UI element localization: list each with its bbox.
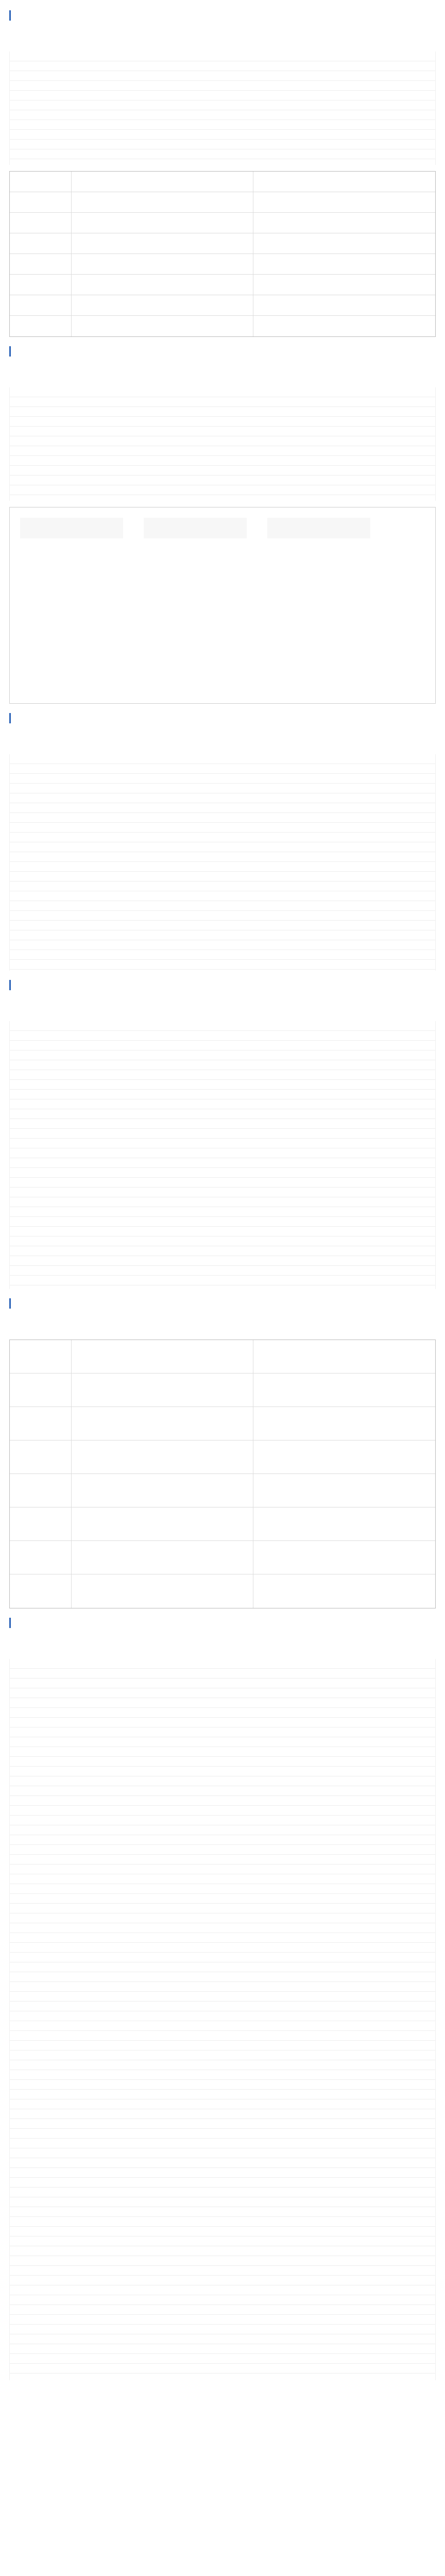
diagram [9, 507, 436, 704]
table-cell [253, 192, 435, 213]
section-title [9, 10, 436, 21]
table-cell [10, 1541, 72, 1574]
table-cell [10, 1507, 72, 1541]
table-cell [10, 1574, 72, 1608]
table-cell [10, 213, 72, 233]
table-cell [253, 1374, 435, 1407]
table-cell [72, 275, 253, 295]
table-cell [72, 316, 253, 336]
table-cell [10, 172, 72, 192]
table-cell [253, 213, 435, 233]
table-cell [72, 1374, 253, 1407]
content-table [9, 1340, 436, 1608]
table-cell [72, 1474, 253, 1507]
text-block [9, 1021, 436, 1289]
table-cell [10, 254, 72, 275]
table-cell [253, 1340, 435, 1374]
section-subtitle [9, 1314, 436, 1323]
section-1 [9, 10, 436, 337]
paragraph [9, 741, 436, 750]
section-title [9, 1618, 436, 1628]
section-title [9, 1298, 436, 1309]
table-cell [253, 233, 435, 254]
table-cell [72, 1574, 253, 1608]
section-6 [9, 1618, 436, 2380]
table-cell [253, 1407, 435, 1440]
table-cell [253, 1541, 435, 1574]
paragraph [9, 1326, 436, 1335]
table-cell [72, 213, 253, 233]
table-cell [253, 254, 435, 275]
section-3 [9, 713, 436, 971]
content-table [9, 171, 436, 337]
text-block [9, 754, 436, 971]
table-cell [72, 1407, 253, 1440]
section-4 [9, 980, 436, 1289]
section-5 [9, 1298, 436, 1608]
text-block [9, 1659, 436, 2380]
table-cell [72, 1541, 253, 1574]
table-cell [72, 295, 253, 316]
section-title [9, 980, 436, 990]
table-cell [253, 1574, 435, 1608]
table-cell [10, 1374, 72, 1407]
table-cell [10, 295, 72, 316]
table-cell [253, 1474, 435, 1507]
table-cell [253, 316, 435, 336]
text-block [9, 52, 436, 165]
table-cell [72, 192, 253, 213]
section-2 [9, 346, 436, 704]
paragraph [9, 1646, 436, 1655]
section-subtitle [9, 995, 436, 1005]
table-cell [10, 1474, 72, 1507]
section-subtitle [9, 26, 436, 35]
section-subtitle [9, 728, 436, 738]
section-title [9, 346, 436, 357]
table-cell [253, 1440, 435, 1474]
table-cell [10, 1340, 72, 1374]
table-cell [253, 172, 435, 192]
table-cell [72, 233, 253, 254]
table-cell [72, 254, 253, 275]
section-subtitle [9, 1633, 436, 1642]
section-subtitle [9, 362, 436, 371]
table-cell [72, 1507, 253, 1541]
table-cell [10, 316, 72, 336]
paragraph [9, 38, 436, 47]
paragraph [9, 374, 436, 383]
table-cell [72, 1440, 253, 1474]
table-cell [10, 275, 72, 295]
table-cell [10, 233, 72, 254]
section-title [9, 713, 436, 723]
table-cell [253, 295, 435, 316]
table-cell [10, 192, 72, 213]
table-cell [10, 1407, 72, 1440]
table-cell [253, 275, 435, 295]
table-cell [10, 1440, 72, 1474]
table-cell [72, 1340, 253, 1374]
paragraph [9, 1008, 436, 1017]
text-block [9, 387, 436, 501]
table-cell [253, 1507, 435, 1541]
table-cell [72, 172, 253, 192]
